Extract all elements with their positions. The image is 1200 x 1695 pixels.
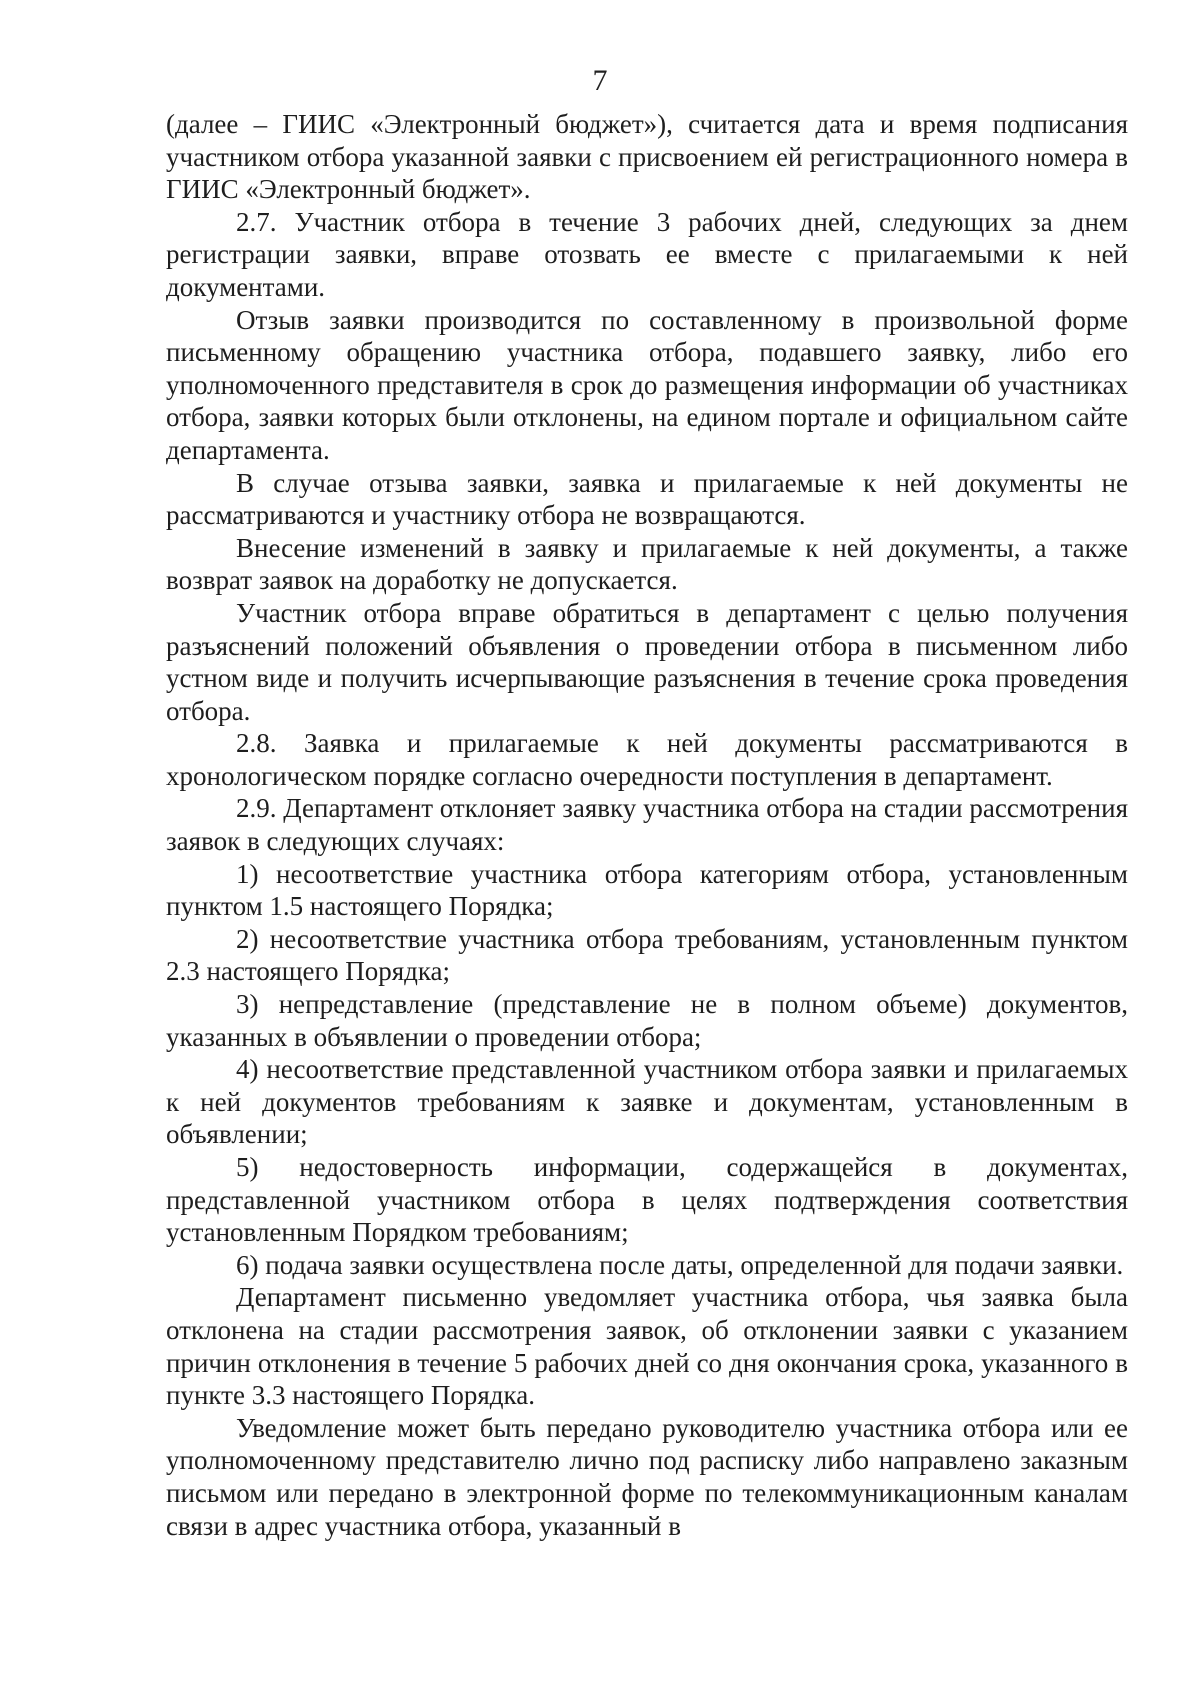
page-number: 7: [592, 64, 608, 97]
paragraph-delivery: Уведомление может быть передано руководителю участника отбора или ее уполномоченному представителю лично под расписку либо направлено заказным письмом или передано в электронной форме по телекоммуникационным каналам связи в адрес участника отбора, указанный в: [166, 1412, 1128, 1541]
paragraph-withdrawal-consequence: В случае отзыва заявки, заявка и прилагаемые к ней документы не рассматриваются и участнику отбора не возвращаются.: [166, 467, 1128, 531]
paragraph-notification: Департамент письменно уведомляет участника отбора, чья заявка была отклонена на стадии рассмотрения заявок, об отклонении заявки с указанием причин отклонения в течение 5 рабочих дней со дня окончания срока, указанного в пункте 3.3 настоящего Порядка.: [166, 1282, 1128, 1411]
list-item-2: 2) несоответствие участника отбора требованиям, установленным пунктом 2.3 настоящего Порядка;: [166, 923, 1128, 987]
paragraph-2-8: 2.8. Заявка и прилагаемые к ней документы рассматриваются в хронологическом порядке согласно очередности поступления в департамент.: [166, 728, 1128, 791]
paragraph-changes: Внесение изменений в заявку и прилагаемые к ней документы, а также возврат заявок на доработку не допускается.: [166, 532, 1128, 596]
paragraph-2-7: 2.7. Участник отбора в течение 3 рабочих дней, следующих за днем регистрации заявки, вправе отозвать ее вместе с прилагаемыми к ней документами.: [166, 206, 1128, 302]
list-item-5: 5) недостоверность информации, содержащейся в документах, представленной участником отбора в целях подтверждения соответствия установленным Порядком требованиям;: [166, 1152, 1128, 1248]
paragraph-clarifications: Участник отбора вправе обратиться в департамент с целью получения разъяснений положений объявления о проведении отбора в письменном либо устном виде и получить исчерпывающие разъяснения в течение срока проведения отбора.: [166, 597, 1128, 726]
list-item-6: 6) подача заявки осуществлена после даты, определенной для подачи заявки.: [236, 1249, 1124, 1280]
paragraph-continuation: (далее – ГИИС «Электронный бюджет»), считается дата и время подписания участником отбора указанной заявки с присвоением ей регистрационного номера в ГИИС «Электронный бюджет».: [166, 109, 1128, 205]
list-item-3: 3) непредставление (представление не в полном объеме) документов, указанных в объявлении о проведении отбора;: [166, 989, 1128, 1052]
paragraph-2-9: 2.9. Департамент отклоняет заявку участника отбора на стадии рассмотрения заявок в следующих случаях:: [166, 793, 1128, 857]
list-item-4: 4) несоответствие представленной участником отбора заявки и прилагаемых к ней документов требованиям к заявке и документам, установленным в объявлении;: [166, 1054, 1128, 1150]
paragraph-withdrawal: Отзыв заявки производится по составленному в произвольной форме письменному обращению участника отбора, подавшего заявку, либо его уполномоченного представителя в срок до размещения информации об участниках отбора, заявки которых были отклонены, на едином портале и официальном сайте департамента.: [166, 304, 1128, 465]
list-item-1: 1) несоответствие участника отбора категориям отбора, установленным пунктом 1.5 настоящего Порядка;: [166, 858, 1128, 922]
document-body: [166, 108, 1128, 1542]
